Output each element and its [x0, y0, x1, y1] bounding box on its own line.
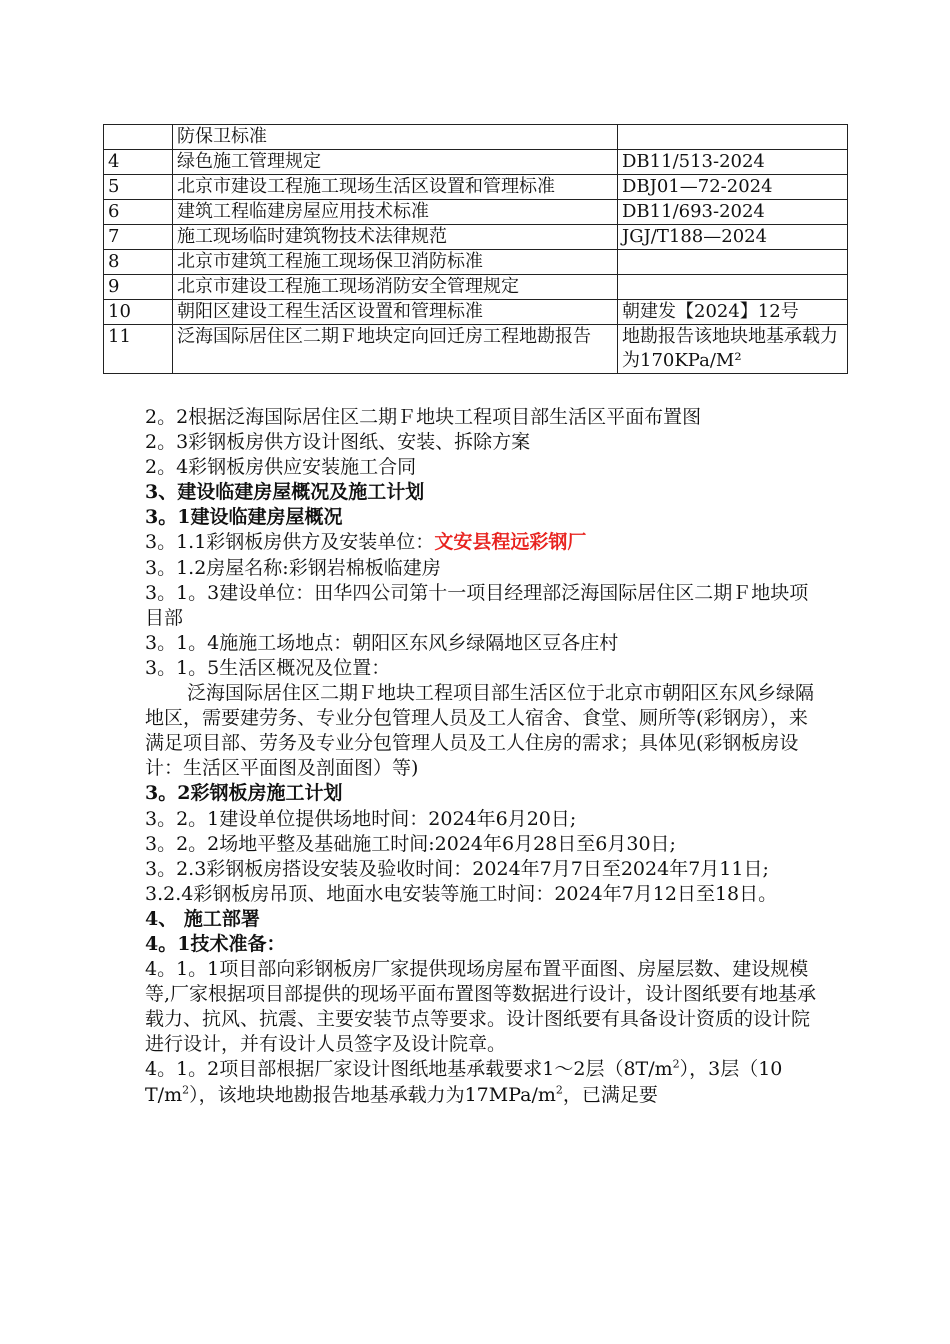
- paragraph: [145, 1057, 825, 1107]
- table-row: [104, 325, 848, 374]
- table-row: [104, 250, 848, 275]
- row-number: 7: [104, 225, 173, 250]
- standard-name: 朝阳区建设工程生活区设置和管理标准: [173, 300, 618, 325]
- paragraph: 3。2。1建设单位提供场地时间：2024年6月20日;: [145, 807, 577, 830]
- text-run: 4。1。2项目部根据厂家设计图纸地基承载要求1～2层（8T/m: [145, 1058, 673, 1081]
- table-row: [104, 175, 848, 200]
- paragraph: 2。2根据泛海国际居住区二期Ｆ地块工程项目部生活区平面布置图: [145, 406, 702, 428]
- row-number: 8: [104, 250, 173, 275]
- paragraph: 3。1.2房屋名称:彩钢岩棉板临建房: [145, 556, 441, 579]
- paragraph: 3。2.3彩钢板房搭设安装及验收时间：2024年7月7日至2024年7月11日;: [145, 857, 769, 880]
- standard-name: 北京市建筑工程施工现场保卫消防标准: [173, 250, 618, 275]
- subsection-heading: 4。1技术准备：: [145, 932, 286, 955]
- paragraph: 3。2。2场地平整及基础施工时间:2024年6月28日至6月30日;: [145, 832, 676, 855]
- row-number: 5: [104, 175, 173, 200]
- superscript: 2: [672, 1058, 680, 1072]
- standard-code: 朝建发【2024】12号: [618, 300, 848, 325]
- table-row: [104, 225, 848, 250]
- subsection-heading: 3。2彩钢板房施工计划: [145, 782, 343, 805]
- standard-code: DB11/693-2024: [618, 200, 848, 225]
- row-number: 10: [104, 300, 173, 325]
- supplier-name: 文安县程远彩钢厂: [434, 531, 587, 554]
- standard-code: 地勘报告该地块地基承载力为170KPa/M²: [618, 325, 848, 374]
- standard-code: DBJ01—72-2024: [618, 175, 848, 200]
- standard-code: JGJ/T188—2024: [618, 225, 848, 250]
- paragraph: 3.2.4彩钢板房吊顶、地面水电安装等施工时间：2024年7月12日至18日。: [145, 882, 778, 905]
- standards-table: [103, 124, 848, 374]
- standard-name: 防保卫标准: [173, 125, 618, 150]
- superscript: 2: [555, 1083, 563, 1097]
- paragraph: 3。1。5生活区概况及位置：: [145, 656, 391, 679]
- row-number: 9: [104, 275, 173, 300]
- document-body: [145, 405, 825, 1108]
- row-number: 11: [104, 325, 173, 374]
- paragraph: 4。1。1项目部向彩钢板房厂家提供现场房屋布置平面图、房屋层数、建设规模等,厂家根据项目部提供的现场平面布置图等数据进行设计，设计图纸要有地基承载力、抗风、抗震、主要安装节点等要求。设计图纸要有具备设计资质的设计院进行设计，并有设计人员签字及设计院章。: [145, 958, 817, 1056]
- table-row: [104, 125, 848, 150]
- standard-name: 施工现场临时建筑物技术法律规范: [173, 225, 618, 250]
- paragraph: 3。1。3建设单位：田华四公司第十一项目经理部泛海国际居住区二期Ｆ地块项目部: [145, 581, 809, 629]
- table-row: [104, 275, 848, 300]
- row-number: 4: [104, 150, 173, 175]
- paragraph: 泛海国际居住区二期Ｆ地块工程项目部生活区位于北京市朝阳区东风乡绿隔地区，需要建劳务、专业分包管理人员及工人宿舍、食堂、厕所等(彩钢房），来满足项目部、劳务及专业分包管理人员及工人住房的需求；具体见(彩钢板房设计：生活区平面图及剖面图）等): [145, 682, 815, 780]
- superscript: 2: [182, 1083, 190, 1097]
- table-row: [104, 200, 848, 225]
- standard-name: 北京市建设工程施工现场消防安全管理规定: [173, 275, 618, 300]
- standard-code: [618, 125, 848, 150]
- section-heading: 4、 施工部署: [145, 907, 260, 930]
- row-number: [104, 125, 173, 150]
- supplier-label: 3。1.1彩钢板房供方及安装单位：: [145, 531, 435, 554]
- standard-code: [618, 275, 848, 300]
- table-row: [104, 300, 848, 325]
- standard-code: DB11/513-2024: [618, 150, 848, 175]
- table-row: [104, 150, 848, 175]
- section-heading: 3、建设临建房屋概况及施工计划: [145, 481, 425, 504]
- text-run: ），该地块地勘报告地基承载力为17MPa/m: [189, 1083, 556, 1106]
- standard-name: 泛海国际居住区二期Ｆ地块定向回迁房工程地勘报告: [173, 325, 618, 374]
- text-run: ，已满足要: [562, 1083, 658, 1106]
- standard-name: 建筑工程临建房屋应用技术标准: [173, 200, 618, 225]
- paragraph: 2。3彩钢板房供方设计图纸、安装、拆除方案: [145, 431, 531, 454]
- paragraph: 2。4彩钢板房供应安装施工合同: [145, 456, 417, 479]
- standard-code: [618, 250, 848, 275]
- text-run: ），3层（10 T/m: [145, 1058, 783, 1106]
- standard-name: 绿色施工管理规定: [173, 150, 618, 175]
- paragraph: 3。1。4施施工场地点：朝阳区东风乡绿隔地区豆各庄村: [145, 631, 619, 654]
- row-number: 6: [104, 200, 173, 225]
- paragraph: [145, 530, 825, 555]
- subsection-heading: 3。1建设临建房屋概况: [145, 506, 343, 529]
- standard-name: 北京市建设工程施工现场生活区设置和管理标准: [173, 175, 618, 200]
